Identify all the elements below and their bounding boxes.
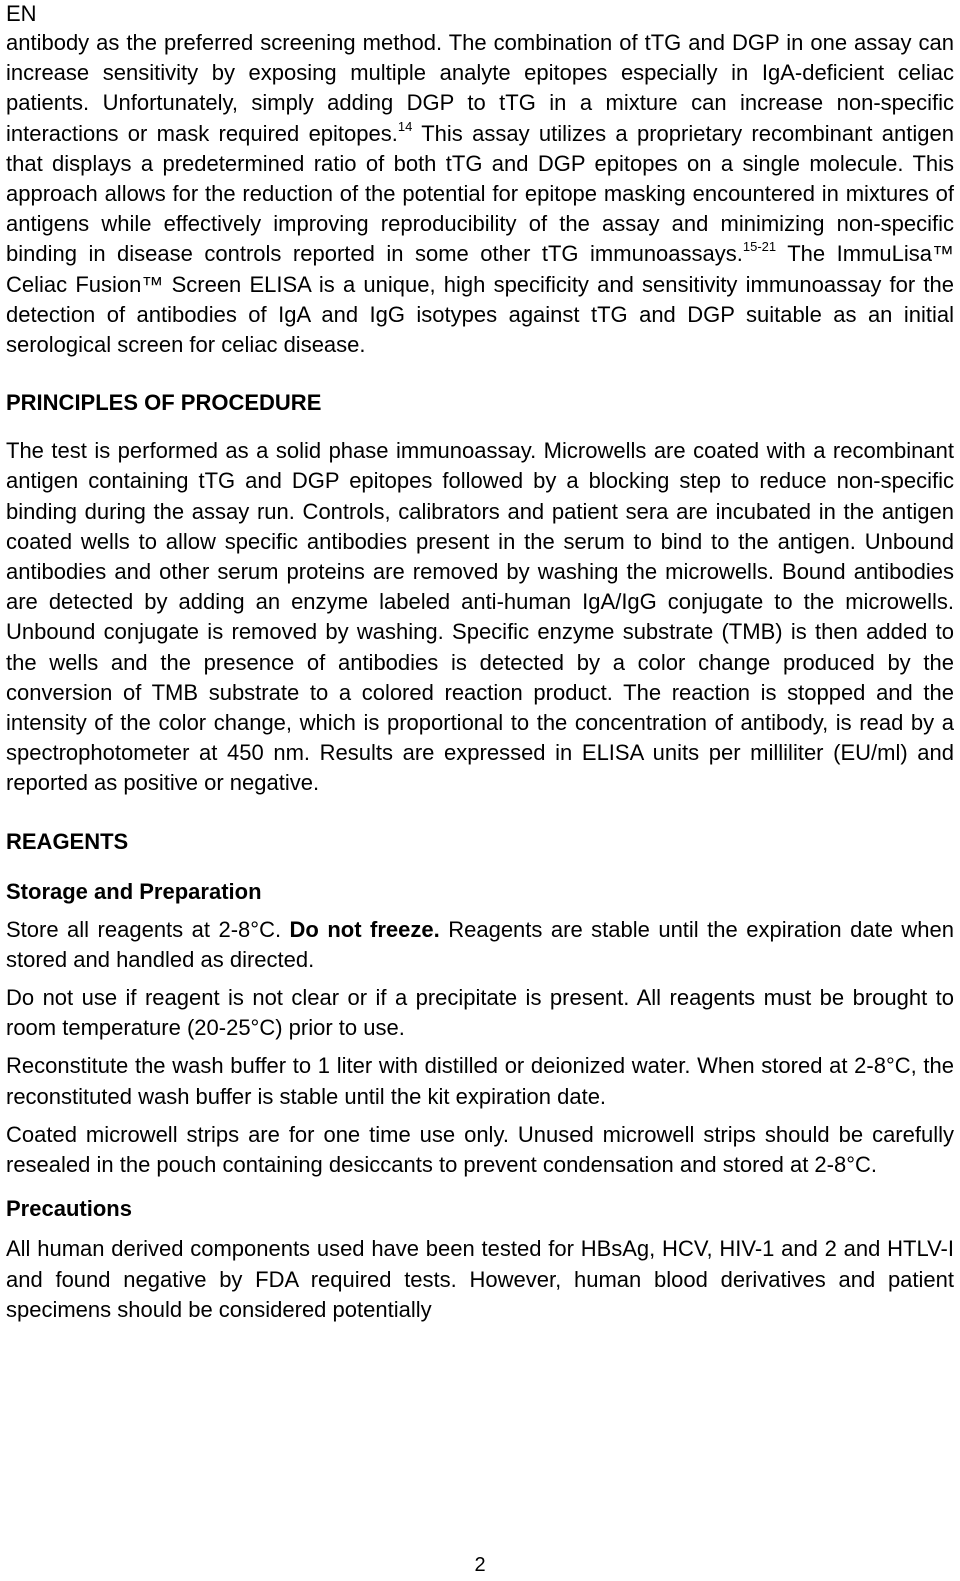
storage-paragraph-1 [6, 915, 954, 975]
storage-text: Store all reagents at 2-8°C. [6, 916, 290, 942]
language-code: EN [6, 1, 37, 26]
principles-paragraph: The test is performed as a solid phase immunoassay. Microwells are coated with a recombinant antigen containing tTG and DGP epitopes followed by a blocking step to reduce non-specific binding during the assay run. Controls, calibrators and patient sera are incubated in the antigen coated wells to allow specific antibodies present in the serum to bind to the antigen. Unbound antibodies and other serum proteins are removed by washing the microwells. Bound antibodies are detected by adding an enzyme labeled anti-human IgA/IgG conjugate to the microwells. Unbound conjugate is removed by washing. Specific enzyme substrate (TMB) is then added to the wells and the presence of antibodies is detected by a color change produced by the conversion of TMB substrate to a colored reaction product. The reaction is stopped and the intensity of the color change, which is proportional to the concentration of antibody, is read by a spectrophotometer at 450 nm. Results are expressed in ELISA units per milliliter (EU/ml) and reported as positive or negative. [6, 438, 954, 796]
subheading-storage: Storage and Preparation [6, 878, 262, 904]
storage-paragraph-3: Reconstitute the wash buffer to 1 liter with distilled or deionized water. When stored at 2-8°C, the reconstituted wash buffer is stable until the kit expiration date. [6, 1053, 954, 1109]
section-heading-reagents: REAGENTS [6, 828, 129, 854]
section-heading-principles: PRINCIPLES OF PROCEDURE [6, 390, 322, 416]
intro-text-2: This assay utilizes a proprietary recombinant antigen that displays a predetermined ratio of both tTG and DGP epitopes on a single molecule. This approach allows for the reduction of the potential for epitope masking encountered in mixtures of antigens while effectively improving reproducibility of the assay and minimizing non-specific binding in disease controls reported in some other tTG immunoassays. [6, 120, 954, 267]
do-not-freeze-warning: Do not freeze. [289, 916, 440, 942]
intro-text-3: The ImmuLisa™ Celiac Fusion™ Screen ELISA is a unique, high specificity and sensitivity immunoassay for the detection of antibodies of IgA and IgG isotypes against tTG and DGP suitable as an initial serological screen for celiac disease. [6, 241, 954, 358]
intro-paragraph [6, 28, 954, 360]
storage-paragraph-2: Do not use if reagent is not clear or if a precipitate is present. All reagents must be brought to room temperature (20-25°C) prior to use. [6, 985, 954, 1041]
page-number: 2 [474, 1554, 486, 1576]
subheading-precautions: Precautions [6, 1196, 132, 1222]
intro-text-1: antibody as the preferred screening method. The combination of tTG and DGP in one assay can increase sensitivity by exposing multiple analyte epitopes especially in IgA-deficient celiac patients. Unfortunately, simply adding DGP to tTG in a mixture can increase non-specific interactions or mask required epitopes. [6, 30, 954, 146]
reference-superscript: 15-21 [742, 239, 777, 255]
reference-superscript: 14 [397, 118, 413, 134]
precautions-paragraph: All human derived components used have been tested for HBsAg, HCV, HIV-1 and 2 and HTLV-I and found negative by FDA required tests. However, human blood derivatives and patient specimens should be considered potentially [6, 1236, 954, 1322]
storage-text: Reagents are stable until the expiration date when stored and handled as directed. [6, 916, 954, 972]
storage-paragraph-4: Coated microwell strips are for one time use only. Unused microwell strips should be carefully resealed in the pouch containing desiccants to prevent condensation and stored at 2-8°C. [6, 1121, 954, 1178]
document-body [6, 28, 954, 1325]
